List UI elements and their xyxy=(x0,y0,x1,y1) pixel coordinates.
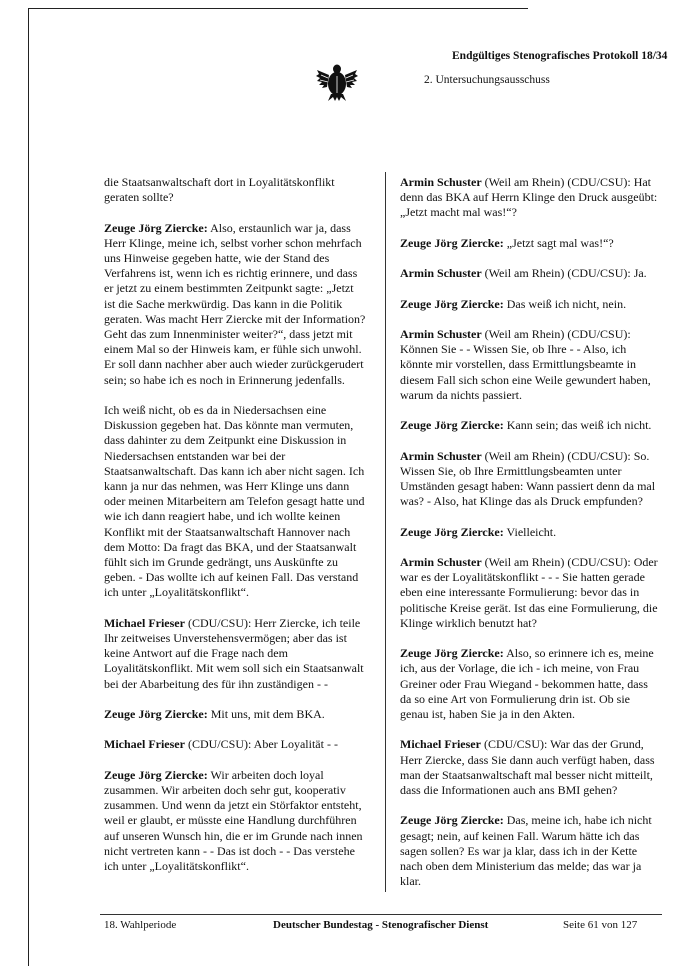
speaker-name: Armin Schuster xyxy=(400,554,482,569)
paragraph-text: (Weil am Rhein) (CDU/CSU): Ja. xyxy=(481,266,647,281)
paragraph-text: (Weil am Rhein) (CDU/CSU): Oder war es der Loyalitätskonflikt - - - Sie hatten gerade eben eine interessante Formulierung: bevor das in politische Kreise gerät. Ist das eine Formulierung, die Klinge wirklich benutzt hat? xyxy=(400,554,658,630)
paragraph xyxy=(400,175,661,221)
paragraph-text: (Weil am Rhein) (CDU/CSU): Hat denn das BKA auf Herrn Klinge den Druck ausgeübt: „Jetzt macht mal was!“? xyxy=(400,175,658,220)
speaker-name: Zeuge Jörg Ziercke: xyxy=(400,813,504,828)
paragraph-text: Mit uns, mit dem BKA. xyxy=(207,707,325,722)
paragraph xyxy=(104,221,366,388)
paragraph-text: Also, so erinnere ich es, meine ich, aus der Vorlage, die ich - ich meine, von Frau Greiner oder Frau Wiegand - bekommen hatte, dass da so eine Art von Formulierung drin ist. Ob sie genau ist, haben Sie ja in den Akten. xyxy=(400,646,654,721)
speaker-name: Michael Frieser xyxy=(104,615,185,630)
paragraph xyxy=(400,266,661,281)
speaker-name: Zeuge Jörg Ziercke: xyxy=(104,707,208,722)
paragraph-text: (CDU/CSU): Herr Ziercke, ich teile Ihr zeitweises Unverstehensvermögen; aber das ist keine Antwort auf die Frage nach dem Loyalitätskonflikt. Mit wem soll sich ein Staatsanwalt bei der Abarbeitung des für ihn zuständigen - - xyxy=(104,615,364,691)
paragraph xyxy=(400,555,661,631)
speaker-name: Zeuge Jörg Ziercke: xyxy=(400,646,504,661)
speaker-name: Michael Frieser xyxy=(104,737,185,752)
speaker-name: Zeuge Jörg Ziercke: xyxy=(104,767,208,782)
protocol-title: Endgültiges Stenografisches Protokoll 18/34 xyxy=(452,50,668,62)
paragraph-text: die Staatsanwaltschaft dort in Loyalitätskonflikt geraten sollte? xyxy=(104,175,335,205)
speaker-name: Zeuge Jörg Ziercke: xyxy=(400,524,504,539)
footer-publisher: Deutscher Bundestag - Stenografischer Dienst xyxy=(273,919,489,931)
footer-rule xyxy=(100,914,662,915)
paragraph-text: Wir arbeiten doch loyal zusammen. Wir arbeiten doch sehr gut, kooperativ zusammen. Und wenn da jetzt ein Störfaktor entsteht, weil er glaubt, er müsste eine Handlung durchführen auf unseren Wunsch hin, die er im Grunde nach innen nicht vertreten kann - - Das ist doch - - Das verstehe ich unter „Loyalitätskonflikt“. xyxy=(104,767,363,874)
paragraph-text: (CDU/CSU): Aber Loyalität - - xyxy=(184,737,338,752)
paragraph xyxy=(104,616,366,692)
committee-name: 2. Untersuchungsausschuss xyxy=(424,74,550,86)
paragraph xyxy=(104,403,366,601)
column-divider xyxy=(385,172,386,892)
paragraph-text: (Weil am Rhein) (CDU/CSU): So. Wissen Sie, ob Ihre Ermittlungsbeamten unter Umständen gesagt haben: Wann passiert denn da mal was? - Also, hat Klinge das als Druck empfunden? xyxy=(400,448,656,509)
paragraph-text: (CDU/CSU): War das der Grund, Herr Ziercke, dass Sie dann auch verfügt haben, dass man der Staatsanwaltschaft mal besser nicht mitteilt, dass die Informationen auch ans BMI gehen? xyxy=(400,737,655,797)
bundestag-eagle-icon xyxy=(315,60,359,102)
paragraph-text: (Weil am Rhein) (CDU/CSU): Können Sie - - Wissen Sie, ob Ihre - - Also, ich könnte mir vorstellen, dass Ermittlungsbeamte in diesem Fall sich schon eine Weile gewundert haben, warum da nichts passiert. xyxy=(400,326,651,402)
paragraph-text: Ich weiß nicht, ob es da in Niedersachsen eine Diskussion gegeben hat. Das könnte man vermuten, dass dahinter zu dem Zeitpunkt eine Diskussion in Niedersachsen entstanden war bei der Staatsanwaltschaft. Das kann ich aber nicht sagen. Ich kann ja nur das nehmen, was Herr Klinge uns dann oder meinen Mitarbeitern am Telefon gesagt hatte und wie ich dann reagiert habe, und ich wollte keinen Konflikt mit der Staatsanwaltschaft Hannover nach dem Motto: Da fragt das BKA, und der Staatsanwalt fühlt sich im Grunde gedrängt, uns Auskünfte zu geben. - Das wollte ich auf keinen Fall. Das verstand ich unter „Loyalitätskonflikt“. xyxy=(104,403,365,600)
speaker-name: Zeuge Jörg Ziercke: xyxy=(400,235,504,250)
paragraph xyxy=(400,236,661,251)
page-frame-left xyxy=(28,8,29,966)
speaker-name: Armin Schuster xyxy=(400,448,482,463)
paragraph xyxy=(400,449,661,510)
paragraph-text: Das weiß ich nicht, nein. xyxy=(503,296,627,311)
right-column xyxy=(400,175,661,905)
paragraph xyxy=(400,737,661,798)
speaker-name: Armin Schuster xyxy=(400,175,482,189)
speaker-name: Zeuge Jörg Ziercke: xyxy=(400,418,504,433)
paragraph-text: Vielleicht. xyxy=(503,524,557,539)
page-frame-top xyxy=(28,8,528,9)
paragraph-text: Also, erstaunlich war ja, dass Herr Klinge, meine ich, selbst vorher schon mehrfach uns Hinweise gegeben hatte, wie der Stand des Verfahrens ist, wenn ich es richtig erinnere, und dass er jetzt zu einem bestimmten Zeitpunkt sagte: „Jetzt ist die Sache merkwürdig. Das kann in die Politik geraten. Was macht Herr Ziercke mit der Information? Geht das zum Innenminister weiter?“, dass jetzt mit einem Mal so der Hinweis kam, er fühle sich unwohl. Er soll dann nachher aber auch wieder zurückgerudert sein; so habe ich es noch in Erinnerung jedenfalls. xyxy=(104,220,366,387)
paragraph-text: Das, meine ich, habe ich nicht gesagt; nein, auf keinen Fall. Warum hätte ich das sagen sollen? Es war ja klar, dass ich in der Kette nach oben dem Ministerium das melde; das war ja klar. xyxy=(400,813,652,889)
speaker-name: Armin Schuster xyxy=(400,326,482,341)
paragraph xyxy=(400,813,661,889)
paragraph xyxy=(104,768,366,874)
paragraph-text: Kann sein; das weiß ich nicht. xyxy=(503,418,652,433)
paragraph xyxy=(104,707,366,722)
paragraph xyxy=(400,646,661,722)
paragraph xyxy=(104,737,366,752)
paragraph xyxy=(400,297,661,312)
paragraph-text: „Jetzt sagt mal was!“? xyxy=(503,235,614,250)
paragraph xyxy=(400,327,661,403)
left-column xyxy=(104,175,366,889)
paragraph xyxy=(400,418,661,433)
footer-period: 18. Wahlperiode xyxy=(104,919,177,931)
footer-page-number: Seite 61 von 127 xyxy=(563,919,638,931)
speaker-name: Armin Schuster xyxy=(400,266,482,281)
paragraph xyxy=(400,525,661,540)
speaker-name: Michael Frieser xyxy=(400,737,481,752)
paragraph xyxy=(104,175,366,205)
speaker-name: Zeuge Jörg Ziercke: xyxy=(400,296,504,311)
speaker-name: Zeuge Jörg Ziercke: xyxy=(104,220,208,235)
